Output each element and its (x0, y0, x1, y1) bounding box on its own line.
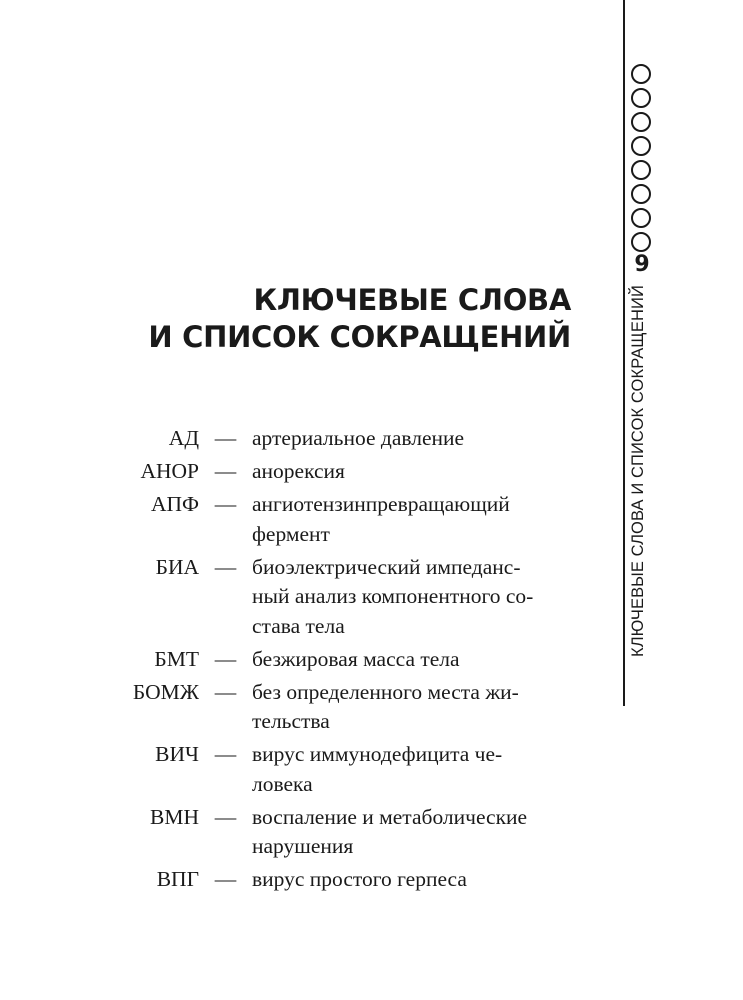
em-dash: — (214, 459, 237, 483)
list-item (90, 740, 610, 799)
abbreviation-definition (252, 645, 582, 675)
definition-line: без определенного места жи- (252, 679, 519, 704)
abbreviation-definition (252, 740, 582, 799)
circle-ornament-icon (631, 64, 651, 84)
definition-line: безжировая масса тела (252, 646, 460, 671)
circle-ornament-icon (631, 136, 651, 156)
circle-ornament-icon (631, 208, 651, 228)
definition-line: ангиотензинпревращающий (252, 492, 510, 516)
abbreviation-list (90, 424, 610, 898)
running-head-text: КЛЮЧЕВЫЕ СЛОВА И СПИСОК СОКРАЩЕНИЙ (629, 285, 647, 657)
circle-ornament-icon (631, 232, 651, 252)
abbreviation-definition (252, 490, 582, 549)
abbreviation-definition (252, 553, 582, 642)
abbreviation-definition (252, 424, 582, 454)
list-item (90, 803, 610, 862)
definition-line: фермент (252, 521, 330, 546)
definition-line: вирус простого герпеса (252, 867, 467, 891)
list-item (90, 645, 610, 675)
circle-ornament-icon (631, 112, 651, 132)
em-dash: — (214, 554, 237, 579)
list-item (90, 678, 610, 737)
abbreviation-definition (252, 865, 582, 895)
abbreviation-term: АНОР (140, 459, 199, 483)
decorative-circles (628, 64, 658, 256)
definition-line: артериальное давление (252, 426, 465, 450)
list-item (90, 865, 610, 895)
abbreviation-term: АД (168, 426, 199, 450)
abbreviation-term: АПФ (150, 492, 199, 516)
vertical-divider (623, 0, 625, 706)
abbreviation-term: ВПГ (156, 867, 199, 891)
abbreviation-definition (252, 678, 582, 737)
abbreviation-definition (252, 803, 582, 862)
page-title (148, 282, 571, 356)
definition-line: ловека (252, 771, 313, 796)
list-item (90, 490, 610, 549)
definition-line: нарушения (252, 834, 354, 858)
abbreviation-term: БМТ (154, 646, 199, 671)
definition-line: воспаление и метаболические (252, 804, 528, 829)
em-dash: — (214, 426, 237, 450)
page-title-line-1: КЛЮЧЕВЫЕ СЛОВА (253, 283, 571, 317)
abbreviation-definition (252, 457, 582, 487)
circle-ornament-icon (631, 88, 651, 108)
abbreviation-term: БОМЖ (132, 679, 199, 704)
em-dash: — (214, 867, 237, 891)
em-dash: — (214, 742, 237, 766)
abbreviation-term: ВМН (150, 804, 199, 829)
abbreviation-term: БИА (155, 554, 199, 579)
page-number: 9 (634, 252, 650, 277)
page-title-line-2: И СПИСОК СОКРАЩЕНИЙ (148, 320, 571, 354)
definition-line: вирус иммунодефицита че- (252, 742, 503, 766)
list-item (90, 553, 610, 642)
em-dash: — (214, 646, 237, 671)
definition-line: тельства (252, 709, 330, 733)
definition-line: ный анализ компонентного со- (252, 584, 534, 608)
em-dash: — (214, 492, 237, 516)
list-item (90, 424, 610, 454)
definition-line: анорексия (252, 459, 345, 483)
em-dash: — (214, 679, 237, 704)
list-item (90, 457, 610, 487)
definition-line: става тела (252, 613, 345, 638)
em-dash: — (214, 804, 237, 829)
circle-ornament-icon (631, 184, 651, 204)
circle-ornament-icon (631, 160, 651, 180)
definition-line: биоэлектрический импеданс- (252, 554, 521, 579)
abbreviation-term: ВИЧ (155, 742, 199, 766)
